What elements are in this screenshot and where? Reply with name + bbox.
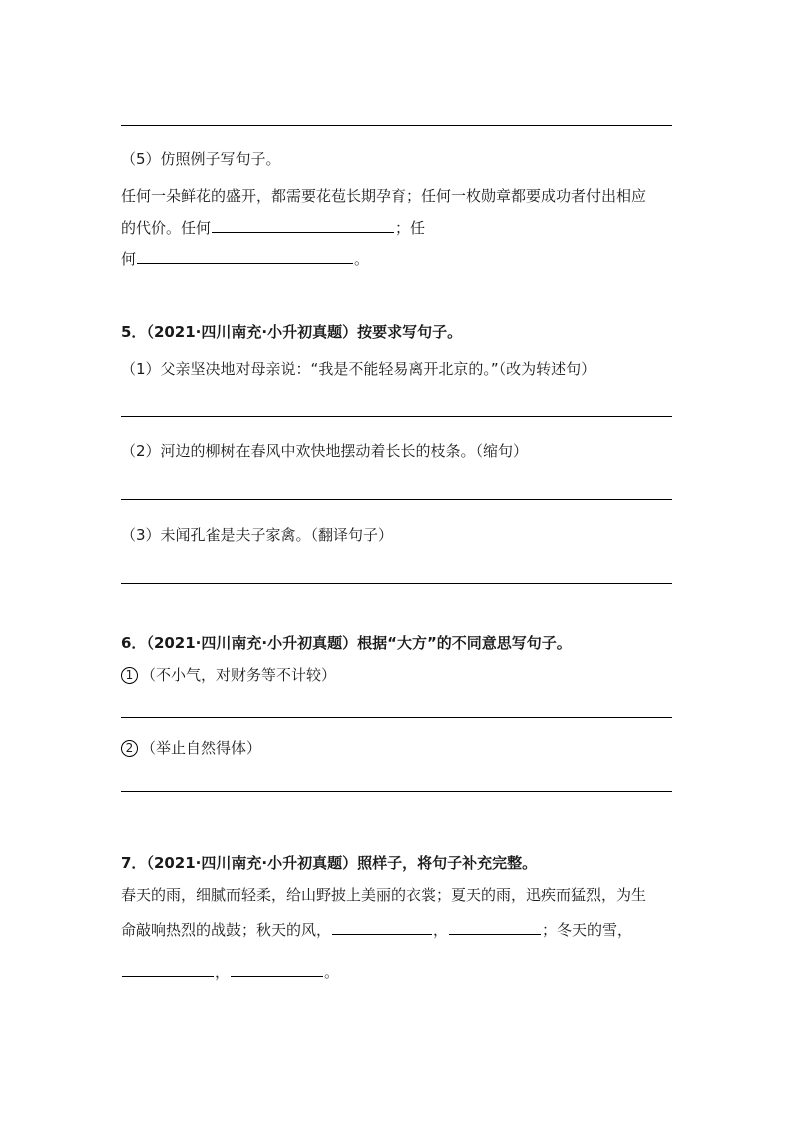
fill-blank[interactable] — [122, 962, 214, 977]
circled-number-1: 1 — [121, 667, 138, 684]
fill-blank[interactable] — [212, 218, 394, 233]
question-title: （2021·四川南充·小升初真题）照样子，将句子补充完整。 — [146, 854, 538, 872]
question-number: 6． — [121, 634, 147, 652]
line-prefix: 命敲响热烈的战鼓；秋天的风， — [121, 921, 332, 939]
example-sentence-line-1: 任何一朵鲜花的盛开，都需要花苞长期孕育；任何一枚勋章都要成功者付出相应 — [121, 187, 647, 205]
example-sentence-line-3 — [121, 249, 369, 269]
question-6-heading — [121, 633, 572, 653]
fill-blank[interactable] — [332, 920, 432, 935]
question-7-line-2 — [121, 920, 632, 940]
question-6-item-2 — [121, 738, 261, 758]
line-suffix: ；任 — [395, 219, 426, 237]
answer-line — [121, 499, 672, 500]
answer-line — [121, 583, 672, 584]
question-7-line-1: 春天的雨，细腻而轻柔，给山野披上美丽的衣裳；夏天的雨，迅疾而猛烈，为生 — [121, 886, 647, 904]
fill-blank[interactable] — [231, 962, 323, 977]
question-7-line-3 — [121, 962, 339, 982]
item-5-label: （5）仿照例子写句子。 — [121, 150, 281, 168]
circled-number-2: 2 — [121, 740, 138, 757]
question-title: （2021·四川南充·小升初真题）按要求写句子。 — [146, 323, 463, 341]
fill-blank[interactable] — [449, 920, 541, 935]
example-sentence-line-2 — [121, 218, 425, 238]
comma: ， — [433, 921, 449, 939]
period: 。 — [324, 963, 340, 981]
item-text: （举止自然得体） — [141, 739, 262, 757]
question-5-item-1: （1）父亲坚决地对母亲说：“我是不能轻易离开北京的。”（改为转述句） — [121, 360, 597, 378]
question-5-heading — [121, 322, 462, 342]
comma: ， — [215, 963, 231, 981]
question-5-item-2: （2）河边的柳树在春风中欢快地摆动着长长的枝条。（缩句） — [121, 442, 529, 460]
question-title: （2021·四川南充·小升初真题）根据“大方”的不同意思写句子。 — [146, 634, 572, 652]
question-number: 5． — [121, 323, 147, 341]
question-number: 7． — [121, 854, 147, 872]
fill-blank[interactable] — [137, 249, 353, 264]
answer-line — [121, 717, 672, 718]
question-6-item-1 — [121, 665, 336, 685]
line-suffix: 。 — [354, 250, 370, 268]
line-prefix: 的代价。任何 — [121, 219, 212, 237]
item-text: （不小气，对财务等不计较） — [141, 666, 337, 684]
answer-line — [121, 791, 672, 792]
answer-line — [121, 416, 672, 417]
question-5-item-3: （3）未闻孔雀是夫子家禽。（翻译句子） — [121, 526, 394, 544]
line-suffix: ；冬天的雪， — [542, 921, 633, 939]
line-prefix: 何 — [121, 250, 137, 268]
question-7-heading — [121, 853, 537, 873]
answer-line — [121, 125, 672, 126]
